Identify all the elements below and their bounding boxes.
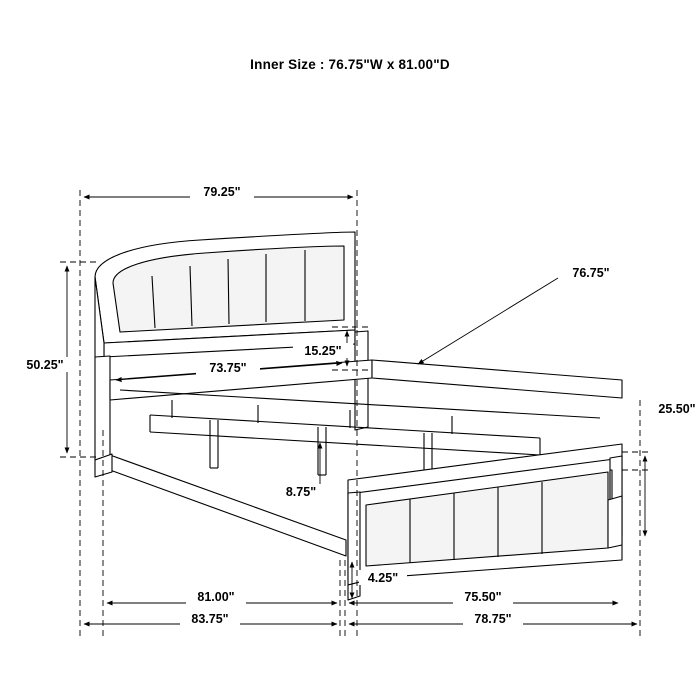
dimension-label-slat-height: 8.75" bbox=[285, 485, 317, 499]
dimension-label-height-left: 50.25" bbox=[26, 358, 64, 372]
dimension-label-side-inner: 75.50" bbox=[464, 590, 502, 604]
dimension-label-side-outer: 78.75" bbox=[474, 612, 512, 626]
dimension-label-footboard-height: 25.50" bbox=[658, 402, 696, 416]
dimension-label-inner-length: 81.00" bbox=[197, 590, 235, 604]
page-title: Inner Size : 76.75"W x 81.00"D bbox=[250, 57, 450, 72]
dimension-label-mattress-width: 76.75" bbox=[572, 266, 610, 280]
dimension-label-headboard-inner: 73.75" bbox=[209, 361, 247, 375]
dimension-label-clearance: 4.25" bbox=[367, 571, 399, 585]
dimension-label-rail-gap: 15.25" bbox=[304, 344, 342, 358]
dimension-label-outer-length: 83.75" bbox=[191, 612, 229, 626]
dimension-label-width-top: 79.25" bbox=[203, 185, 241, 199]
